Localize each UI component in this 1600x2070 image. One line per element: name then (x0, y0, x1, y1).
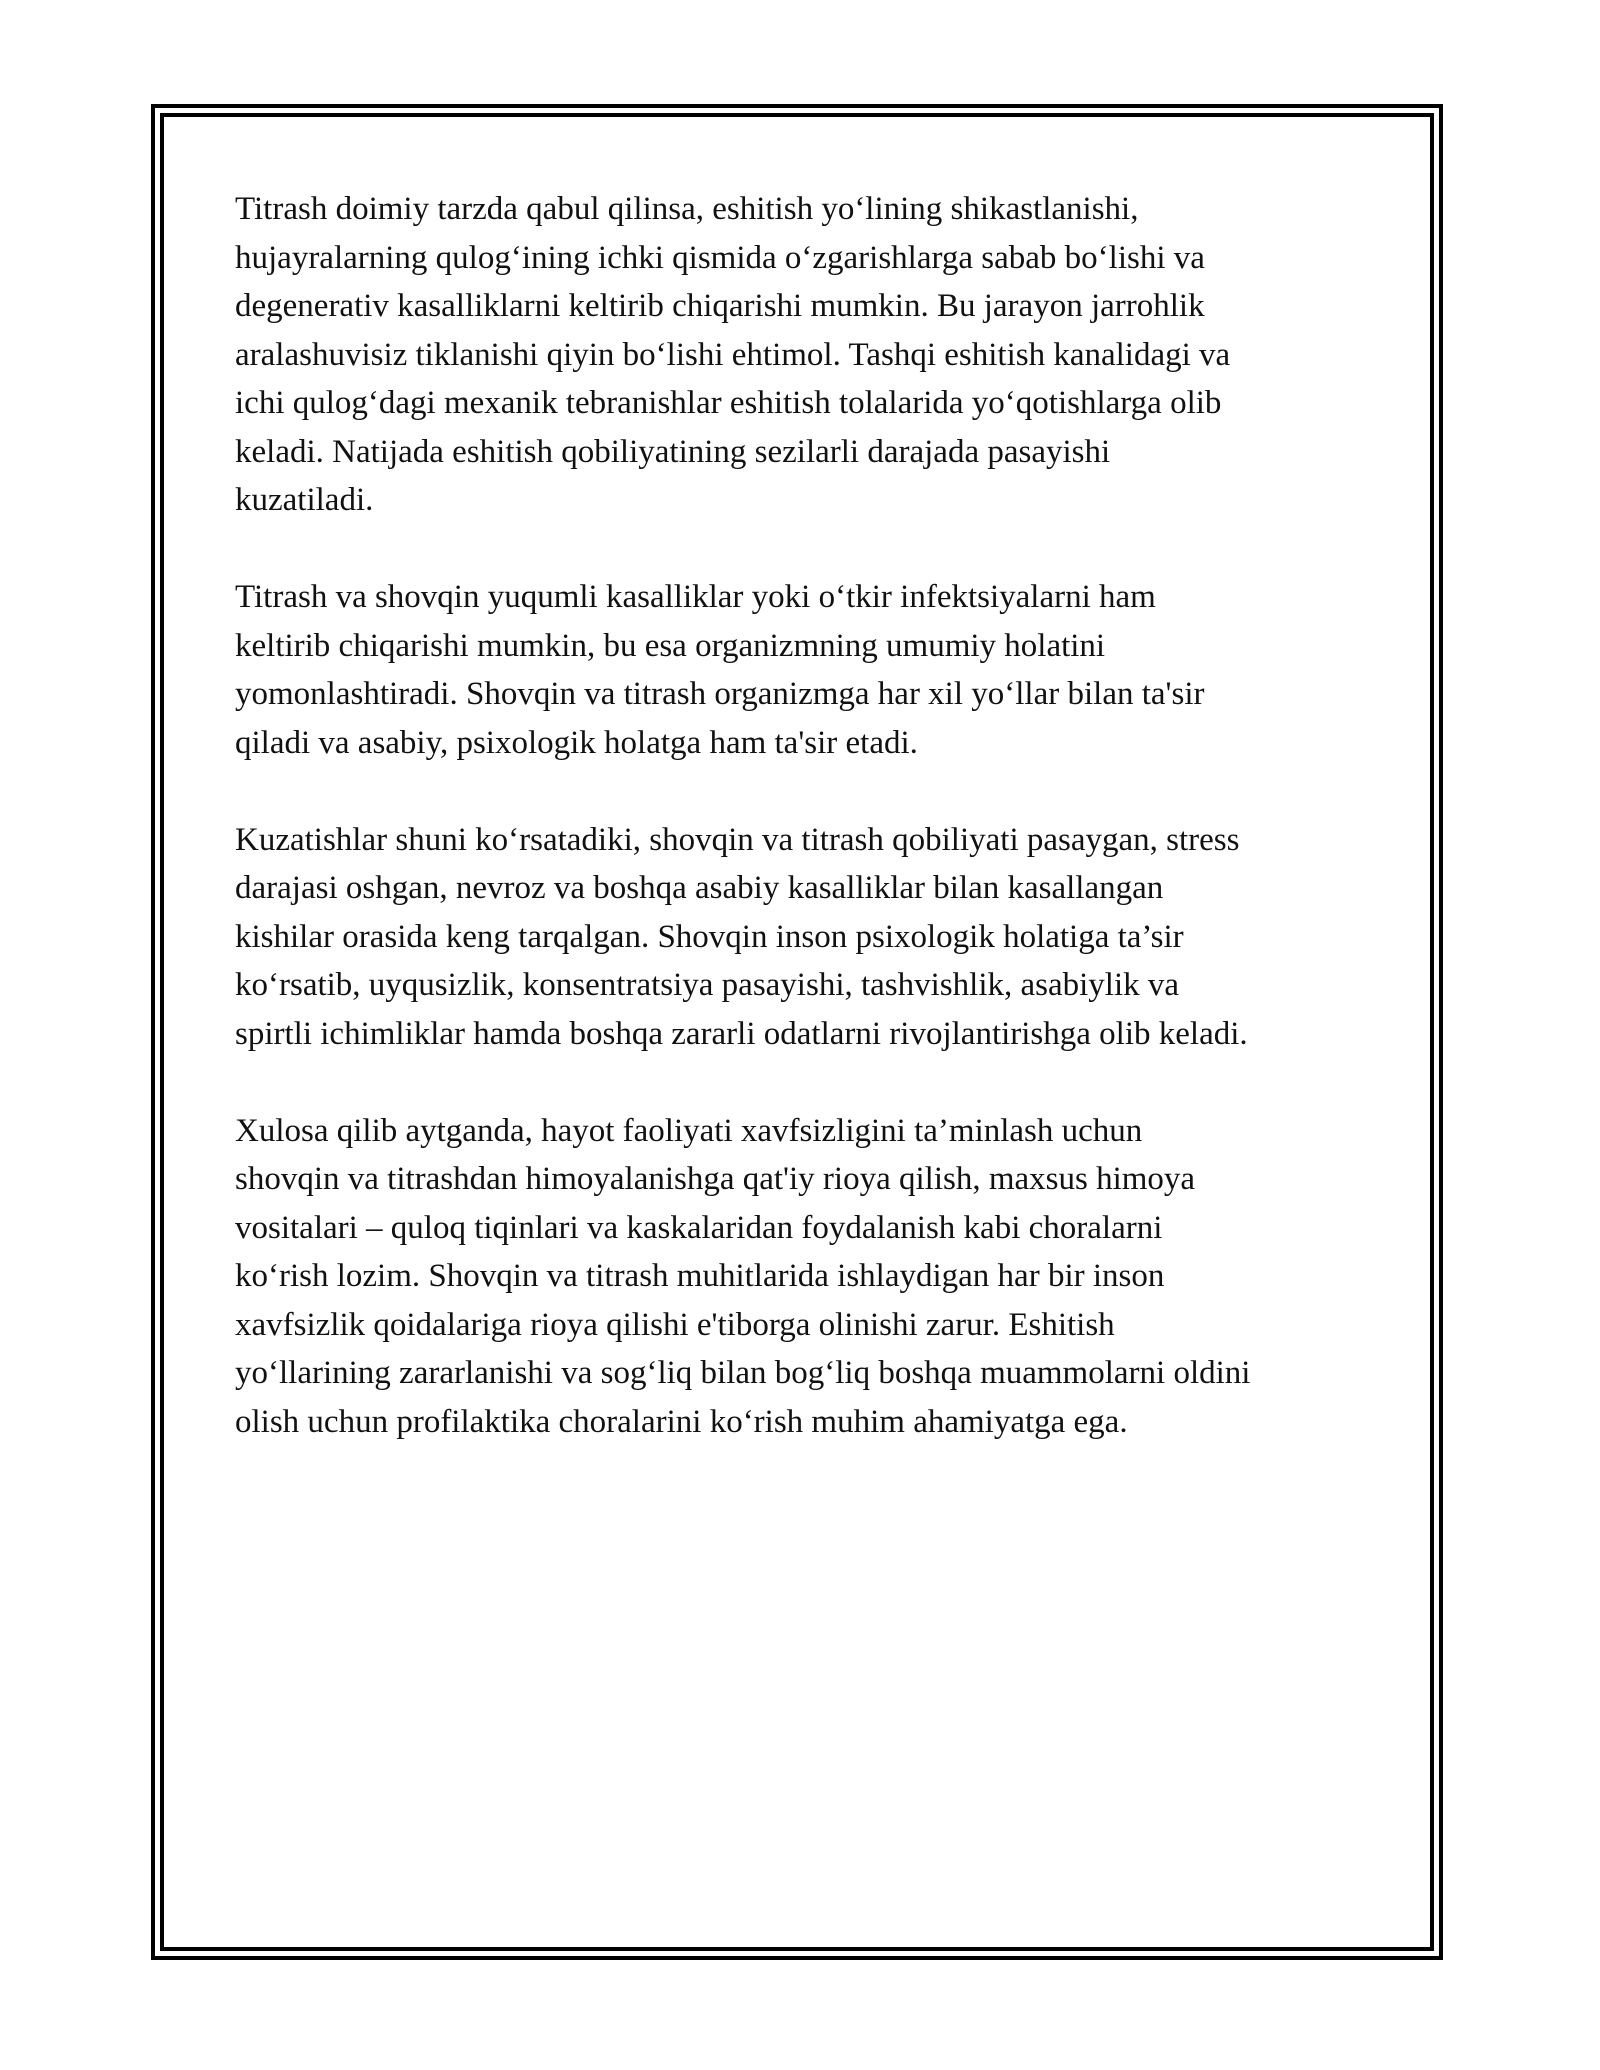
text-line: Titrash va shovqin yuqumli kasalliklar yoki o‘tkir infektsiyalarni ham (235, 579, 1156, 615)
text-line: Titrash doimiy tarzda qabul qilinsa, eshitish yo‘lining shikastlanishi, (235, 191, 1139, 227)
text-line: olish uchun profilaktika choralarini ko‘rish muhim ahamiyatga ega. (235, 1403, 1128, 1440)
text-line: keladi. Natijada eshitish qobiliyatining sezilarli darajada pasayishi (235, 433, 1111, 470)
document-body (235, 185, 1375, 1495)
text-line: darajasi oshgan, nevroz va boshqa asabiy kasalliklar bilan kasallangan (235, 870, 1164, 906)
text-line: kishilar orasida keng tarqalgan. Shovqin inson psixologik holatiga ta’sir (235, 918, 1184, 955)
text-line: degenerativ kasalliklarni keltirib chiqarishi mumkin. Bu jarayon jarrohlik (235, 288, 1205, 324)
text-line: spirtli ichimliklar hamda boshqa zararli odatlarni rivojlantirishga olib keladi. (235, 1015, 1248, 1052)
text-line: yo‘llarining zararlanishi va sog‘liq bilan bog‘liq boshqa muammolarni oldini (235, 1355, 1251, 1391)
paragraph (235, 185, 1375, 525)
paragraph (235, 1107, 1375, 1447)
text-line: kuzatiladi. (235, 482, 374, 518)
text-line: vositalari – quloq tiqinlari va kaskalaridan foydalanish kabi choralarni (235, 1209, 1163, 1246)
text-line: hujayralarning qulog‘ining ichki qismida o‘zgarishlarga sabab bo‘lishi va (235, 239, 1205, 276)
text-line: Xulosa qilib aytganda, hayot faoliyati xavfsizligini ta’minlash uchun (235, 1112, 1143, 1149)
paragraph (235, 573, 1375, 767)
paragraph (235, 816, 1375, 1059)
text-line: keltirib chiqarishi mumkin, bu esa organizmning umumiy holatini (235, 627, 1106, 664)
text-line: ko‘rsatib, uyqusizlik, konsentratsiya pasayishi, tashvishlik, asabiylik va (235, 967, 1180, 1003)
text-line: xavfsizlik qoidalariga rioya qilishi e'tiborga olinishi zarur. Eshitish (235, 1306, 1115, 1343)
text-line: shovqin va titrashdan himoyalanishga qat'iy rioya qilish, maxsus himoya (235, 1161, 1196, 1197)
text-line: ko‘rish lozim. Shovqin va titrash muhitlarida ishlaydigan har bir inson (235, 1258, 1165, 1294)
text-line: ichi qulog‘dagi mexanik tebranishlar eshitish tolalarida yo‘qotishlarga olib (235, 385, 1222, 421)
text-line: Kuzatishlar shuni ko‘rsatadiki, shovqin va titrash qobiliyati pasaygan, stress (235, 821, 1240, 858)
text-line: qiladi va asabiy, psixologik holatga ham ta'sir etadi. (235, 724, 918, 761)
text-line: aralashuvisiz tiklanishi qiyin bo‘lishi ehtimol. Tashqi eshitish kanalidagi va (235, 336, 1231, 373)
text-line: yomonlashtiradi. Shovqin va titrash organizmga har xil yo‘llar bilan ta'sir (235, 676, 1205, 712)
